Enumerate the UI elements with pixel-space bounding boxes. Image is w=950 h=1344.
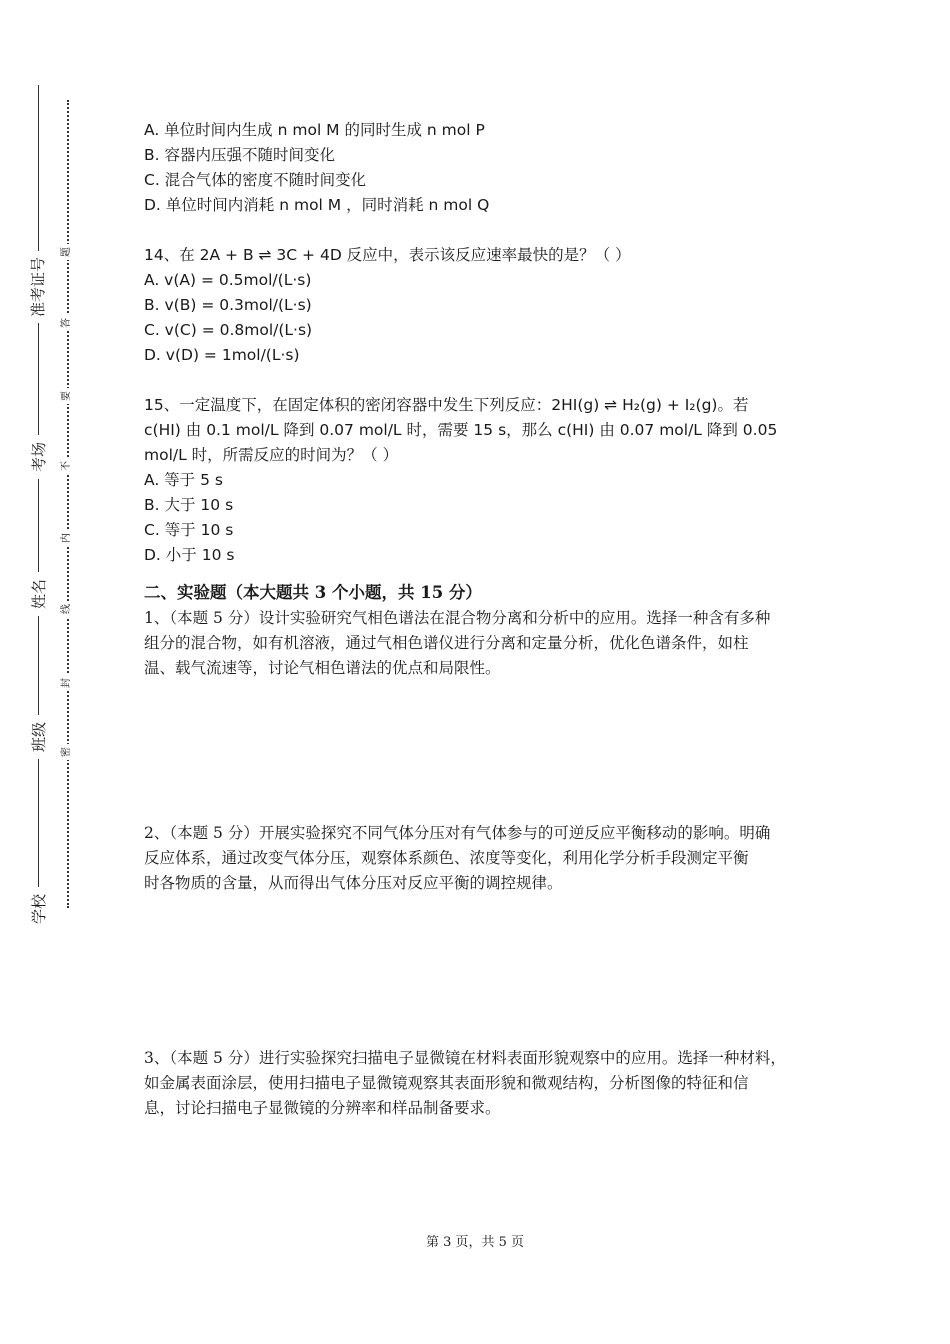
paragraph-line: 1、（本题 5 分）设计实验研究气相色谱法在混合物分离和分析中的应用。选择一种含有多种	[144, 609, 771, 627]
question-stem-line: 15、一定温度下，在固定体积的密闭容器中发生下列反应：2HI(g) ⇌ H₂(g) + I₂(g)。若	[144, 396, 749, 414]
question-stem-line: mol/L 时，所需反应的时间为？（ ）	[144, 446, 399, 464]
experiment-question-1	[144, 606, 814, 681]
option: D. 单位时间内消耗 n mol M ，同时消耗 n mol Q	[144, 196, 490, 214]
seal-dotted-line	[67, 100, 69, 908]
field-class: 班级	[17, 715, 61, 759]
field-exam-room: 考场	[17, 435, 61, 479]
option: D. 小于 10 s	[144, 546, 235, 564]
option: B. 大于 10 s	[144, 496, 234, 514]
seal-char: 内	[59, 530, 75, 546]
option: D. v(D) = 1mol/(L·s)	[144, 346, 300, 364]
seal-char: 线	[59, 601, 75, 617]
option: C. 等于 10 s	[144, 521, 234, 539]
question-stem: 14、在 2A + B ⇌ 3C + 4D 反应中，表示该反应速率最快的是？（ ）	[144, 246, 631, 264]
question-stem-line: c(HI) 由 0.1 mol/L 降到 0.07 mol/L 时，需要 15 s，那么 c(HI) 由 0.07 mol/L 降到 0.05	[144, 421, 778, 439]
binding-solid-line	[38, 85, 39, 925]
option: A. 等于 5 s	[144, 471, 223, 489]
option: B. v(B) = 0.3mol/(L·s)	[144, 296, 312, 314]
paragraph-line: 时各物质的含量，从而得出气体分压对反应平衡的调控规律。	[144, 874, 563, 892]
question-13-options	[144, 118, 814, 218]
paragraph-line: 组分的混合物，如有机溶液，通过气相色谱仪进行分离和定量分析，优化色谱条件，如柱	[144, 634, 749, 652]
seal-char: 密	[59, 744, 75, 760]
option: B. 容器内压强不随时间变化	[144, 146, 335, 164]
seal-char: 答	[59, 315, 75, 331]
paragraph-line: 温、载气流速等，讨论气相色谱法的优点和局限性。	[144, 659, 501, 677]
paragraph-line: 息，讨论扫描电子显微镜的分辨率和样品制备要求。	[144, 1099, 501, 1117]
option: A. v(A) = 0.5mol/(L·s)	[144, 271, 312, 289]
seal-char: 不	[59, 458, 75, 474]
paragraph-line: 反应体系，通过改变气体分压，观察体系颜色、浓度等变化，利用化学分析手段测定平衡	[144, 849, 749, 867]
section-heading: 二、实验题（本大题共 3 个小题，共 15 分）	[144, 583, 482, 602]
field-exam-id: 准考证号	[16, 251, 60, 323]
option: A. 单位时间内生成 n mol M 的同时生成 n mol P	[144, 121, 485, 139]
seal-char: 封	[59, 675, 75, 691]
page-footer: 第 3 页，共 5 页	[425, 1235, 525, 1250]
experiment-question-3	[144, 1046, 814, 1121]
answer-space	[144, 896, 814, 1046]
field-school: 学校	[17, 887, 61, 931]
binding-margin	[0, 0, 110, 1344]
paragraph-line: 2、（本题 5 分）开展实验探究不同气体分压对有气体参与的可逆反应平衡移动的影响。明确	[144, 824, 771, 842]
seal-char: 要	[59, 388, 75, 404]
option: C. v(C) = 0.8mol/(L·s)	[144, 321, 313, 339]
question-14	[144, 243, 814, 368]
exam-content	[144, 118, 814, 1121]
field-name: 姓名	[17, 572, 61, 616]
experiment-question-2	[144, 821, 814, 896]
seal-char: 题	[59, 244, 75, 260]
paragraph-line: 3、（本题 5 分）进行实验探究扫描电子显微镜在材料表面形貌观察中的应用。选择一种材料，	[144, 1049, 786, 1067]
option: C. 混合气体的密度不随时间变化	[144, 171, 367, 189]
answer-space	[144, 681, 814, 821]
paragraph-line: 如金属表面涂层，使用扫描电子显微镜观察其表面形貌和微观结构，分析图像的特征和信	[144, 1074, 749, 1092]
question-15	[144, 393, 814, 568]
